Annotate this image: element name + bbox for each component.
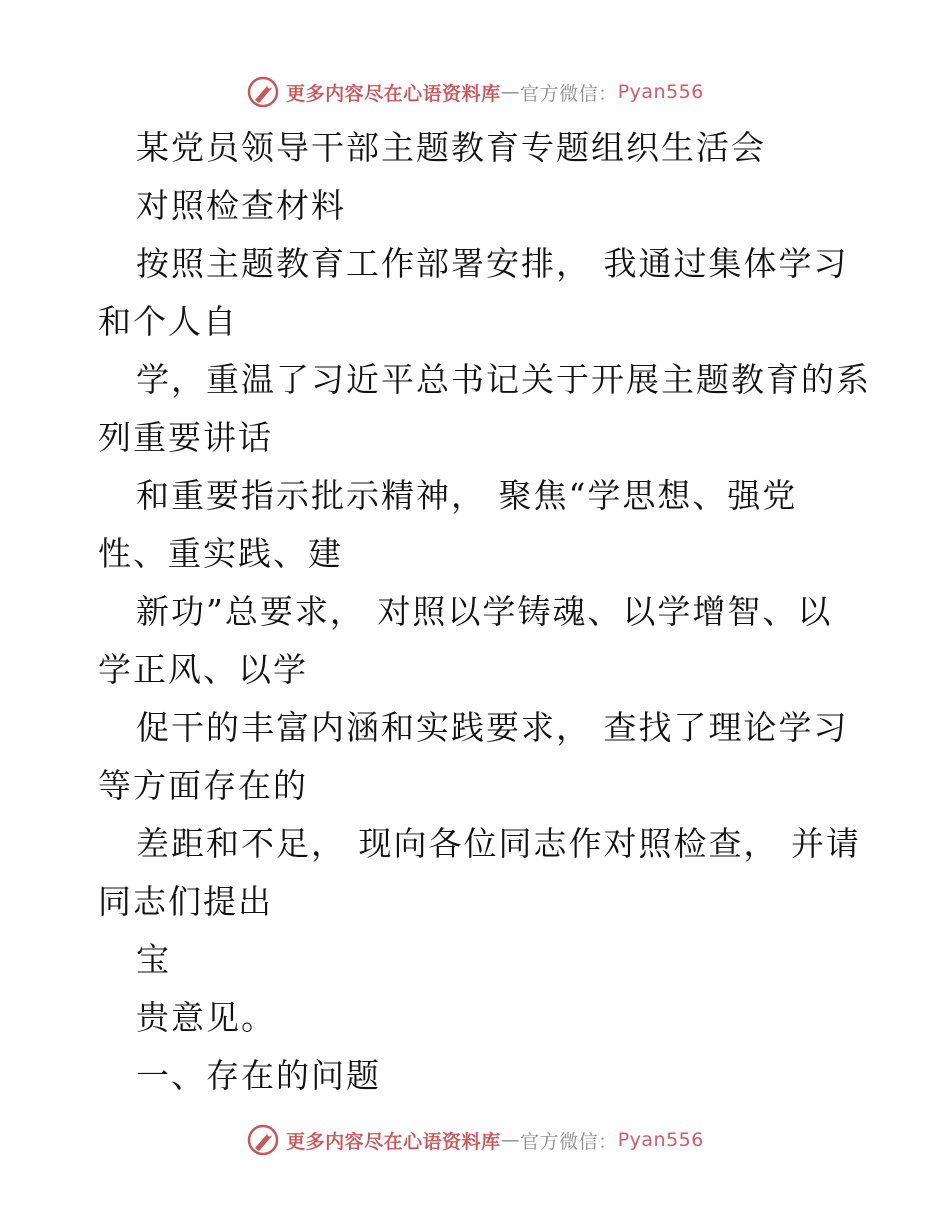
- banner-dash: —: [500, 81, 521, 103]
- banner-official-label: 官方微信：: [520, 1130, 618, 1153]
- doc-line: 和重要指示批示精神， 聚焦“学思想、强党: [136, 476, 798, 515]
- doc-line: 列重要讲话: [98, 418, 273, 457]
- banner-site-text: 更多内容尽在心语资料库: [286, 1130, 501, 1153]
- doc-line: 促干的丰富内涵和实践要求， 查找了理论学习: [136, 708, 849, 747]
- banner-site-text: 更多内容尽在心语资料库: [286, 82, 501, 105]
- doc-line: 同志们提出: [98, 882, 273, 921]
- pen-nib-logo-icon: [246, 1123, 280, 1157]
- header-banner: [0, 72, 950, 112]
- doc-title-line-2: 对照检查材料: [136, 186, 346, 225]
- doc-title-line-1: 某党员领导干部主题教育专题组织生活会: [136, 128, 766, 167]
- section-heading: 一、存在的问题: [136, 1056, 381, 1095]
- doc-line: 新功”总要求， 对照以学铸魂、以学增智、以: [136, 592, 833, 631]
- banner-wechat-id: Pyan556: [617, 81, 704, 103]
- doc-line: 和个人自: [98, 302, 238, 341]
- banner-wechat-id: Pyan556: [617, 1129, 704, 1151]
- doc-line: 宝: [136, 940, 171, 979]
- banner-dash: —: [500, 1129, 521, 1151]
- footer-banner: [0, 1120, 950, 1160]
- doc-line: 按照主题教育工作部署安排， 我通过集体学习: [136, 244, 849, 283]
- doc-line: 性、重实践、建: [98, 534, 343, 573]
- pen-nib-logo-icon: [246, 75, 280, 109]
- doc-line: 贵意见。: [136, 998, 276, 1037]
- doc-line: 差距和不足， 现向各位同志作对照检查， 并请: [136, 824, 861, 863]
- doc-line: 等方面存在的: [98, 766, 308, 805]
- doc-line: 学正风、以学: [98, 650, 308, 689]
- doc-line: 学，重温了习近平总书记关于开展主题教育的系: [136, 360, 871, 399]
- banner-official-label: 官方微信：: [520, 82, 618, 105]
